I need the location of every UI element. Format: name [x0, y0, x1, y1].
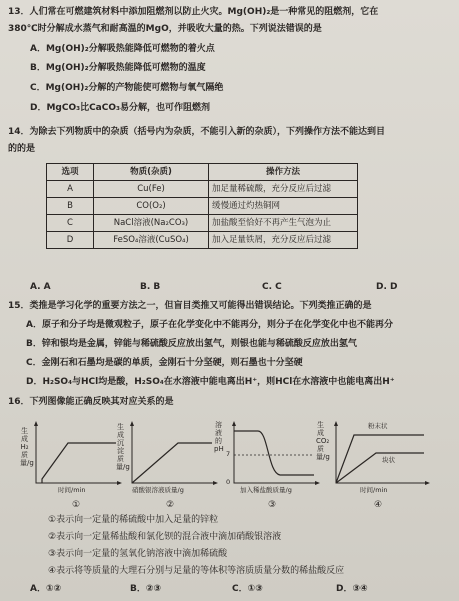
q14-line1: 14．为除去下列物质中的杂质（括号内为杂质，不能引入新的杂质），下列操作方法不能达到目	[8, 127, 386, 137]
q16-line1: 16．下列图像能正确反映其对应关系的是	[8, 397, 174, 407]
q15-option-d: D．H₂SO₄与HCl均是酸，H₂SO₄在水溶液中能电离出H⁺，则HCl在水溶液中也能电离出H⁺	[26, 377, 395, 387]
table-row	[47, 198, 358, 215]
q16-answer-b: B．②③	[130, 584, 162, 594]
table-row	[47, 215, 358, 232]
q16-option-2: ②表示向一定量稀盐酸和氯化钡的混合液中滴加硝酸银溶液	[48, 532, 282, 542]
table-row	[47, 232, 358, 249]
q14-answer-c: C. C	[262, 282, 282, 292]
graph-4-ylabel: 生成CO₂质量/g	[316, 421, 330, 461]
graph-3-tick-0: 0	[226, 478, 231, 486]
graph-3-tick-7: 7	[226, 450, 231, 458]
table-cell: 加盐酸至恰好不再产生气泡为止	[209, 215, 358, 232]
table-cell: C	[47, 215, 94, 232]
q13-line1: 13．人们常在可燃建筑材料中添加阻燃剂以防止火灾。Mg(OH)₂是一种常见的阻燃剂，它在	[8, 7, 379, 17]
table-cell: 加入足量铁屑，充分反应后过滤	[209, 232, 358, 249]
graph-4-number: ④	[374, 500, 383, 510]
q14-line2: 的的是	[8, 144, 36, 154]
graph-2-ylabel: 生成沉淀质量/g	[116, 423, 130, 471]
q14-table	[46, 163, 358, 249]
graph-4-label-block: 块状	[382, 456, 395, 464]
table-cell: Cu(Fe)	[94, 181, 209, 198]
graph-1-number: ①	[72, 500, 81, 510]
q13-line2: 380℃时分解成水蒸气和耐高温的MgO，并吸收大量的热。下列说法错误的是	[8, 24, 322, 34]
graph-3-plot	[228, 421, 320, 491]
table-header: 物质(杂质)	[94, 164, 209, 181]
q13-option-a: A．Mg(OH)₂分解吸热能降低可燃物的着火点	[30, 44, 215, 54]
q15-line1: 15．类推是学习化学的重要方法之一，但盲目类推又可能得出错误结论。下列类推正确的是	[8, 301, 372, 311]
graph-3-number: ③	[268, 500, 277, 510]
q14-answer-a: A. A	[30, 282, 51, 292]
q14-answer-d: D. D	[376, 282, 398, 292]
q15-option-a: A．原子和分子均是微观粒子，原子在化学变化中不能再分，则分子在化学变化中也不能再分	[26, 320, 393, 330]
graph-1-plot	[32, 421, 122, 491]
graph-4-plot	[330, 421, 430, 491]
table-cell: D	[47, 232, 94, 249]
graph-4-label-powder: 粉末状	[368, 422, 388, 430]
graph-2-number: ②	[166, 500, 175, 510]
q16-answer-a: A．①②	[30, 584, 62, 594]
table-header: 操作方法	[209, 164, 358, 181]
table-cell: 缓慢通过灼热铜网	[209, 198, 358, 215]
graph-3-xlabel: 加入稀盐酸质量/g	[240, 486, 292, 494]
q16-answer-d: D．③④	[336, 584, 368, 594]
q13-option-b: B．Mg(OH)₂分解吸热能降低可燃物的温度	[30, 63, 206, 73]
graph-4-xlabel: 时间/min	[360, 486, 388, 494]
q14-answer-b: B. B	[140, 282, 161, 292]
table-header-row	[47, 164, 358, 181]
graph-2-plot	[128, 421, 218, 491]
q16-option-1: ①表示向一定量的稀硫酸中加入足量的锌粒	[48, 515, 219, 525]
graph-2-xlabel: 硝酸银溶液质量/g	[132, 486, 184, 494]
q15-option-b: B．锌和银均是金属，锌能与稀硫酸反应放出氢气，则银也能与稀硫酸反应放出氢气	[26, 339, 357, 349]
table-row	[47, 181, 358, 198]
graph-3-ylabel: 溶液的pH	[214, 421, 224, 453]
q16-option-3: ③表示向一定量的氢氧化钠溶液中滴加稀硫酸	[48, 549, 228, 559]
table-cell: 加足量稀硫酸，充分反应后过滤	[209, 181, 358, 198]
table-cell: FeSO₄溶液(CuSO₄)	[94, 232, 209, 249]
graph-1-xlabel: 时间/min	[58, 486, 86, 494]
q15-option-c: C．金刚石和石墨均是碳的单质，金刚石十分坚硬，则石墨也十分坚硬	[26, 358, 303, 368]
table-cell: CO(O₂)	[94, 198, 209, 215]
graph-1-ylabel: 生成H₂质量/g	[20, 427, 34, 467]
table-cell: B	[47, 198, 94, 215]
q13-option-d: D．MgCO₃比CaCO₃易分解，也可作阻燃剂	[30, 103, 210, 113]
table-header: 选项	[47, 164, 94, 181]
q13-option-c: C．Mg(OH)₂分解的产物能使可燃物与氧气隔绝	[30, 83, 224, 93]
q16-option-4: ④表示将等质量的大理石分别与足量的等体积等溶质质量分数的稀盐酸反应	[48, 566, 345, 576]
table-cell: NaCl溶液(Na₂CO₃)	[94, 215, 209, 232]
q16-answer-c: C．①③	[232, 584, 263, 594]
table-cell: A	[47, 181, 94, 198]
